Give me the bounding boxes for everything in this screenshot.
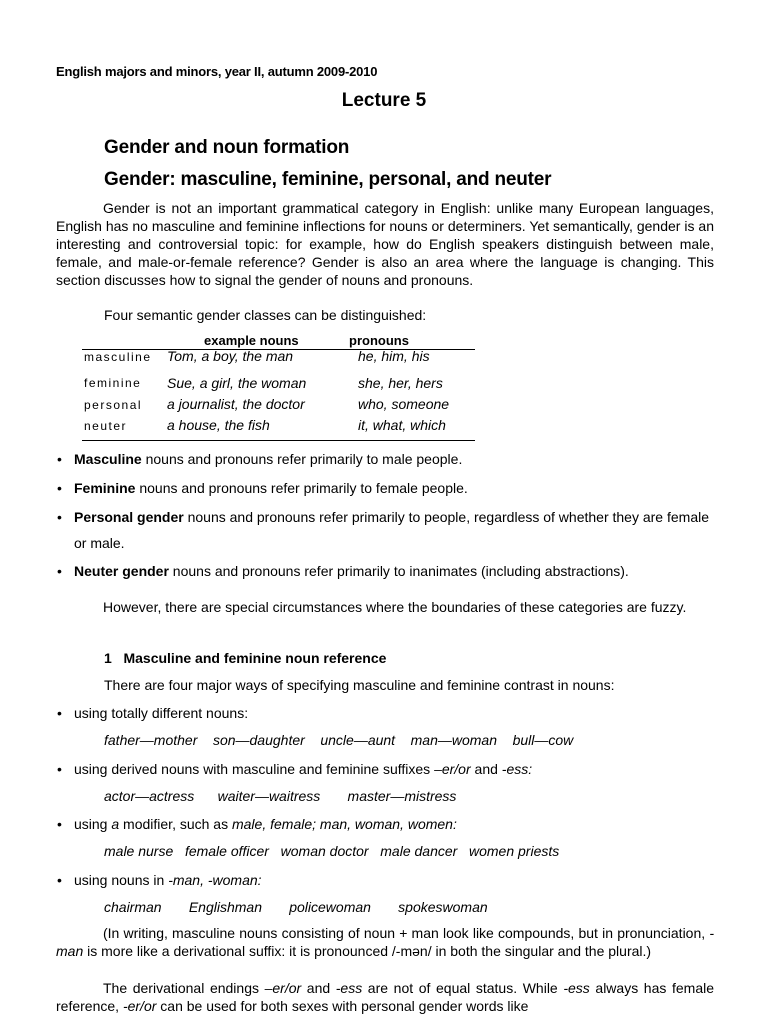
definition-term: Masculine [74,451,142,467]
suffix-man-woman: -man, -woman: [168,872,262,888]
example-list: male nurse female officer woman doctor male dancer women priests [104,843,560,859]
bullet-icon: • [57,816,62,832]
course-header: English majors and minors, year II, autumn 2009-2010 [56,64,378,79]
bullet-icon: • [57,451,62,467]
column-header-pronouns: pronouns [349,333,409,348]
row-nouns: Tom, a boy, the man [167,348,294,364]
column-header-nouns: example nouns [204,333,299,348]
definition-text: nouns and pronouns refer primarily to people, regardless of whether they are female or male. [74,509,709,551]
bullet-icon: • [57,480,62,496]
definition-text: nouns and pronouns refer primarily to female people. [135,480,468,496]
section-1-intro: There are four major ways of specifying masculine and feminine contrast in nouns: [104,677,615,693]
derivational-endings-paragraph: The derivational endings –er/or and -ess are not of equal status. While -ess always has female reference, -er/or can be used for both sexes with personal gender words like [56,980,715,1014]
row-pronouns: she, her, hers [358,375,443,391]
row-nouns: a journalist, the doctor [167,396,305,412]
row-label: personal [84,398,143,412]
classes-intro: Four semantic gender classes can be distinguished: [104,307,427,323]
definition-term: Personal gender [74,509,184,525]
pronunciation-note: (In writing, masculine nouns consisting of noun + man look like compounds, but in pronunciation, -man is more like a derivational suffix: it is pronounced /-mən/ in both the singular and the plural.) [56,925,714,959]
lecture-title: Lecture 5 [341,90,427,111]
way-text: using nouns in [74,872,169,888]
however-paragraph: However, there are special circumstances where the boundaries of these categories are fuzzy. [103,599,687,615]
bullet-icon: • [57,563,62,579]
bullet-icon: • [57,705,62,721]
suffix-ess: -ess: [501,761,533,777]
intro-paragraph: Gender is not an important grammatical category in English: unlike many European languages, English has no masculine and feminine inflections for nouns or determiners. Yet semantically, gender is an interesting and controversial topic: for example, how do English speakers distinguish between male, female, and male-or-female reference? Gender is also an area where the language is changing. This section discusses how to signal the gender of nouns and pronouns. [56,200,714,288]
definition-term: Feminine [74,480,136,496]
bullet-icon: • [57,509,62,525]
definition-text: nouns and pronouns refer primarily to inanimates (including abstractions). [168,563,629,579]
way-text: using derived nouns with masculine and feminine suffixes [74,761,435,777]
heading-gender-classes: Gender: masculine, feminine, personal, and neuter [104,169,552,190]
modifier-list: male, female; man, woman, women: [231,816,457,832]
row-nouns: a house, the fish [167,417,270,433]
way-text: using [74,816,112,832]
section-1-heading: 1 Masculine and feminine noun reference [104,650,387,666]
row-label: masculine [84,350,152,364]
row-label: feminine [84,376,142,390]
row-pronouns: it, what, which [358,417,446,433]
definition-text: nouns and pronouns refer primarily to male people. [141,451,463,467]
example-list: chairman Englishman policewoman spokeswoman [104,899,488,915]
document-page: English majors and minors, year II, autumn 2009-2010 Lecture 5 Gender and noun formation Gender: masculine, feminine, personal, and neuter Gender is not an important grammatical category in English: unlike many European languages, English has no masculine and feminine inflections for nouns or determiners. Yet semantically, gender is an interesting and controversial topic: for example, how do English speakers distinguish between male, female, and male-or-female reference? Gender is also an area where the language is changing. This section discusses how to signal the gender of nouns and pronouns. Four semantic gender classes can be distinguished: example nouns pronouns masculine Tom, a boy, the man he, him, his feminine Sue, a girl, the woman she, her, hers personal a journalist, the doctor who, someone neuter a house, the fish it, what, which • Masculine nouns and pronouns refer primarily to male people. • Feminine nouns and pronouns refer primarily to female people. • Personal gender nouns and pronouns refer primarily to people, regardless of whether they are female or male. • Neuter gender nouns and pronouns refer primarily to inanimates (including abstractions). However, there are special circumstances where the boundaries of these categories are fuzzy. 1 Masculine and feminine noun reference There are four major ways of specifying masculine and feminine contrast in nouns: • using totally different nouns: father—mother son—daughter uncle—aunt man—woman bull—cow • using derived nouns with masculine and feminine suffixes –er/or and -ess: actor—actress waiter—waitress master—mistress • using a modifier, such as male, female; man, woman, women: male nurse female officer woman doctor male dancer women priests • using nouns in -man, -woman: chairman Englishman policewoman spokeswoman (In writing, masculine nouns consisting of noun + man look like compounds, but in pronunciation, -man is more like a derivational suffix: it is pronounced /-mən/ in both the singular and the plural.) The derivational endings –er/or and -ess are not of equal status. While -ess always has female reference, -er/or can be used for both sexes with personal gender words like [0,0,768,1024]
heading-noun-formation: Gender and noun formation [104,137,350,158]
suffix-er-or: –er/or [434,761,471,777]
way-text: using totally different nouns: [74,705,249,721]
definition-term: Neuter gender [74,563,169,579]
example-list: father—mother son—daughter uncle—aunt man—woman bull—cow [104,732,574,748]
row-pronouns: who, someone [358,396,450,412]
bullet-icon: • [57,761,62,777]
row-pronouns: he, him, his [358,348,430,364]
row-nouns: Sue, a girl, the woman [167,375,307,391]
example-list: actor—actress waiter—waitress master—mistress [104,788,457,804]
bullet-icon: • [57,872,62,888]
table-bottom-rule [82,440,475,441]
row-label: neuter [84,419,128,433]
